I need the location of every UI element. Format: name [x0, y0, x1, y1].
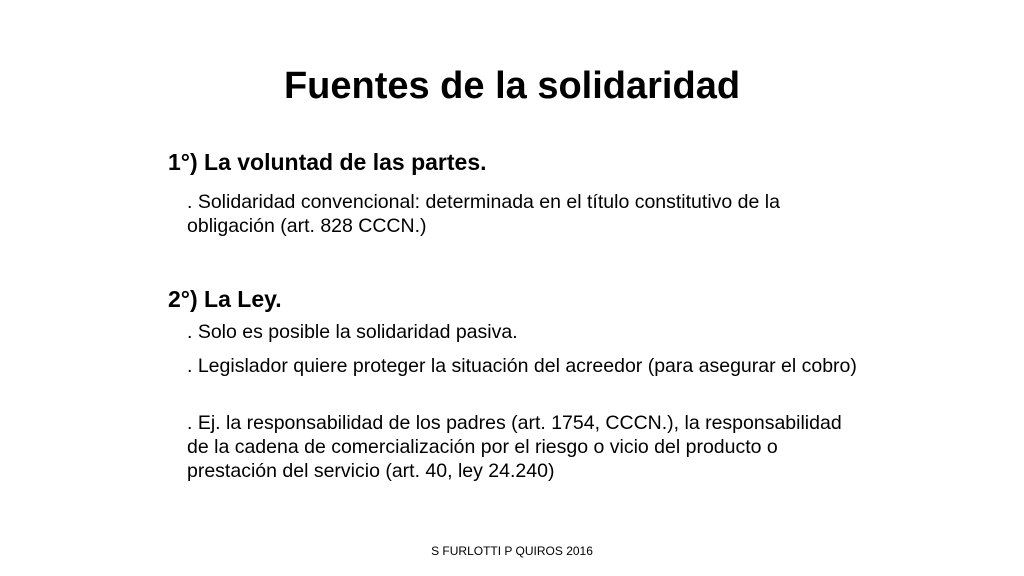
slide-title: Fuentes de la solidaridad [283, 65, 741, 107]
bullet-solidaridad-convencional: . Solidaridad convencional: determinada en el título constitutivo de la obligación (art. 828 CCCN.) [187, 191, 780, 237]
bullet-ejemplo-responsabilidad: . Ej. la responsabilidad de los padres (art. 1754, CCCN.), la responsabilidad de la cadena de comercialización por el riesgo o vicio del producto o prestación del servicio (art. 40, ley 24.240) [187, 412, 842, 482]
bullet-solidaridad-pasiva: . Solo es posible la solidaridad pasiva. [187, 321, 518, 343]
bullet-proteger-acreedor: . Legislador quiere proteger la situación del acreedor (para asegurar el cobro) [187, 355, 857, 377]
section-heading-voluntad: 1°) La voluntad de las partes. [168, 149, 487, 175]
section-heading-ley: 2°) La Ley. [168, 286, 282, 312]
slide-footer: S FURLOTTI P QUIROS 2016 [431, 544, 593, 558]
